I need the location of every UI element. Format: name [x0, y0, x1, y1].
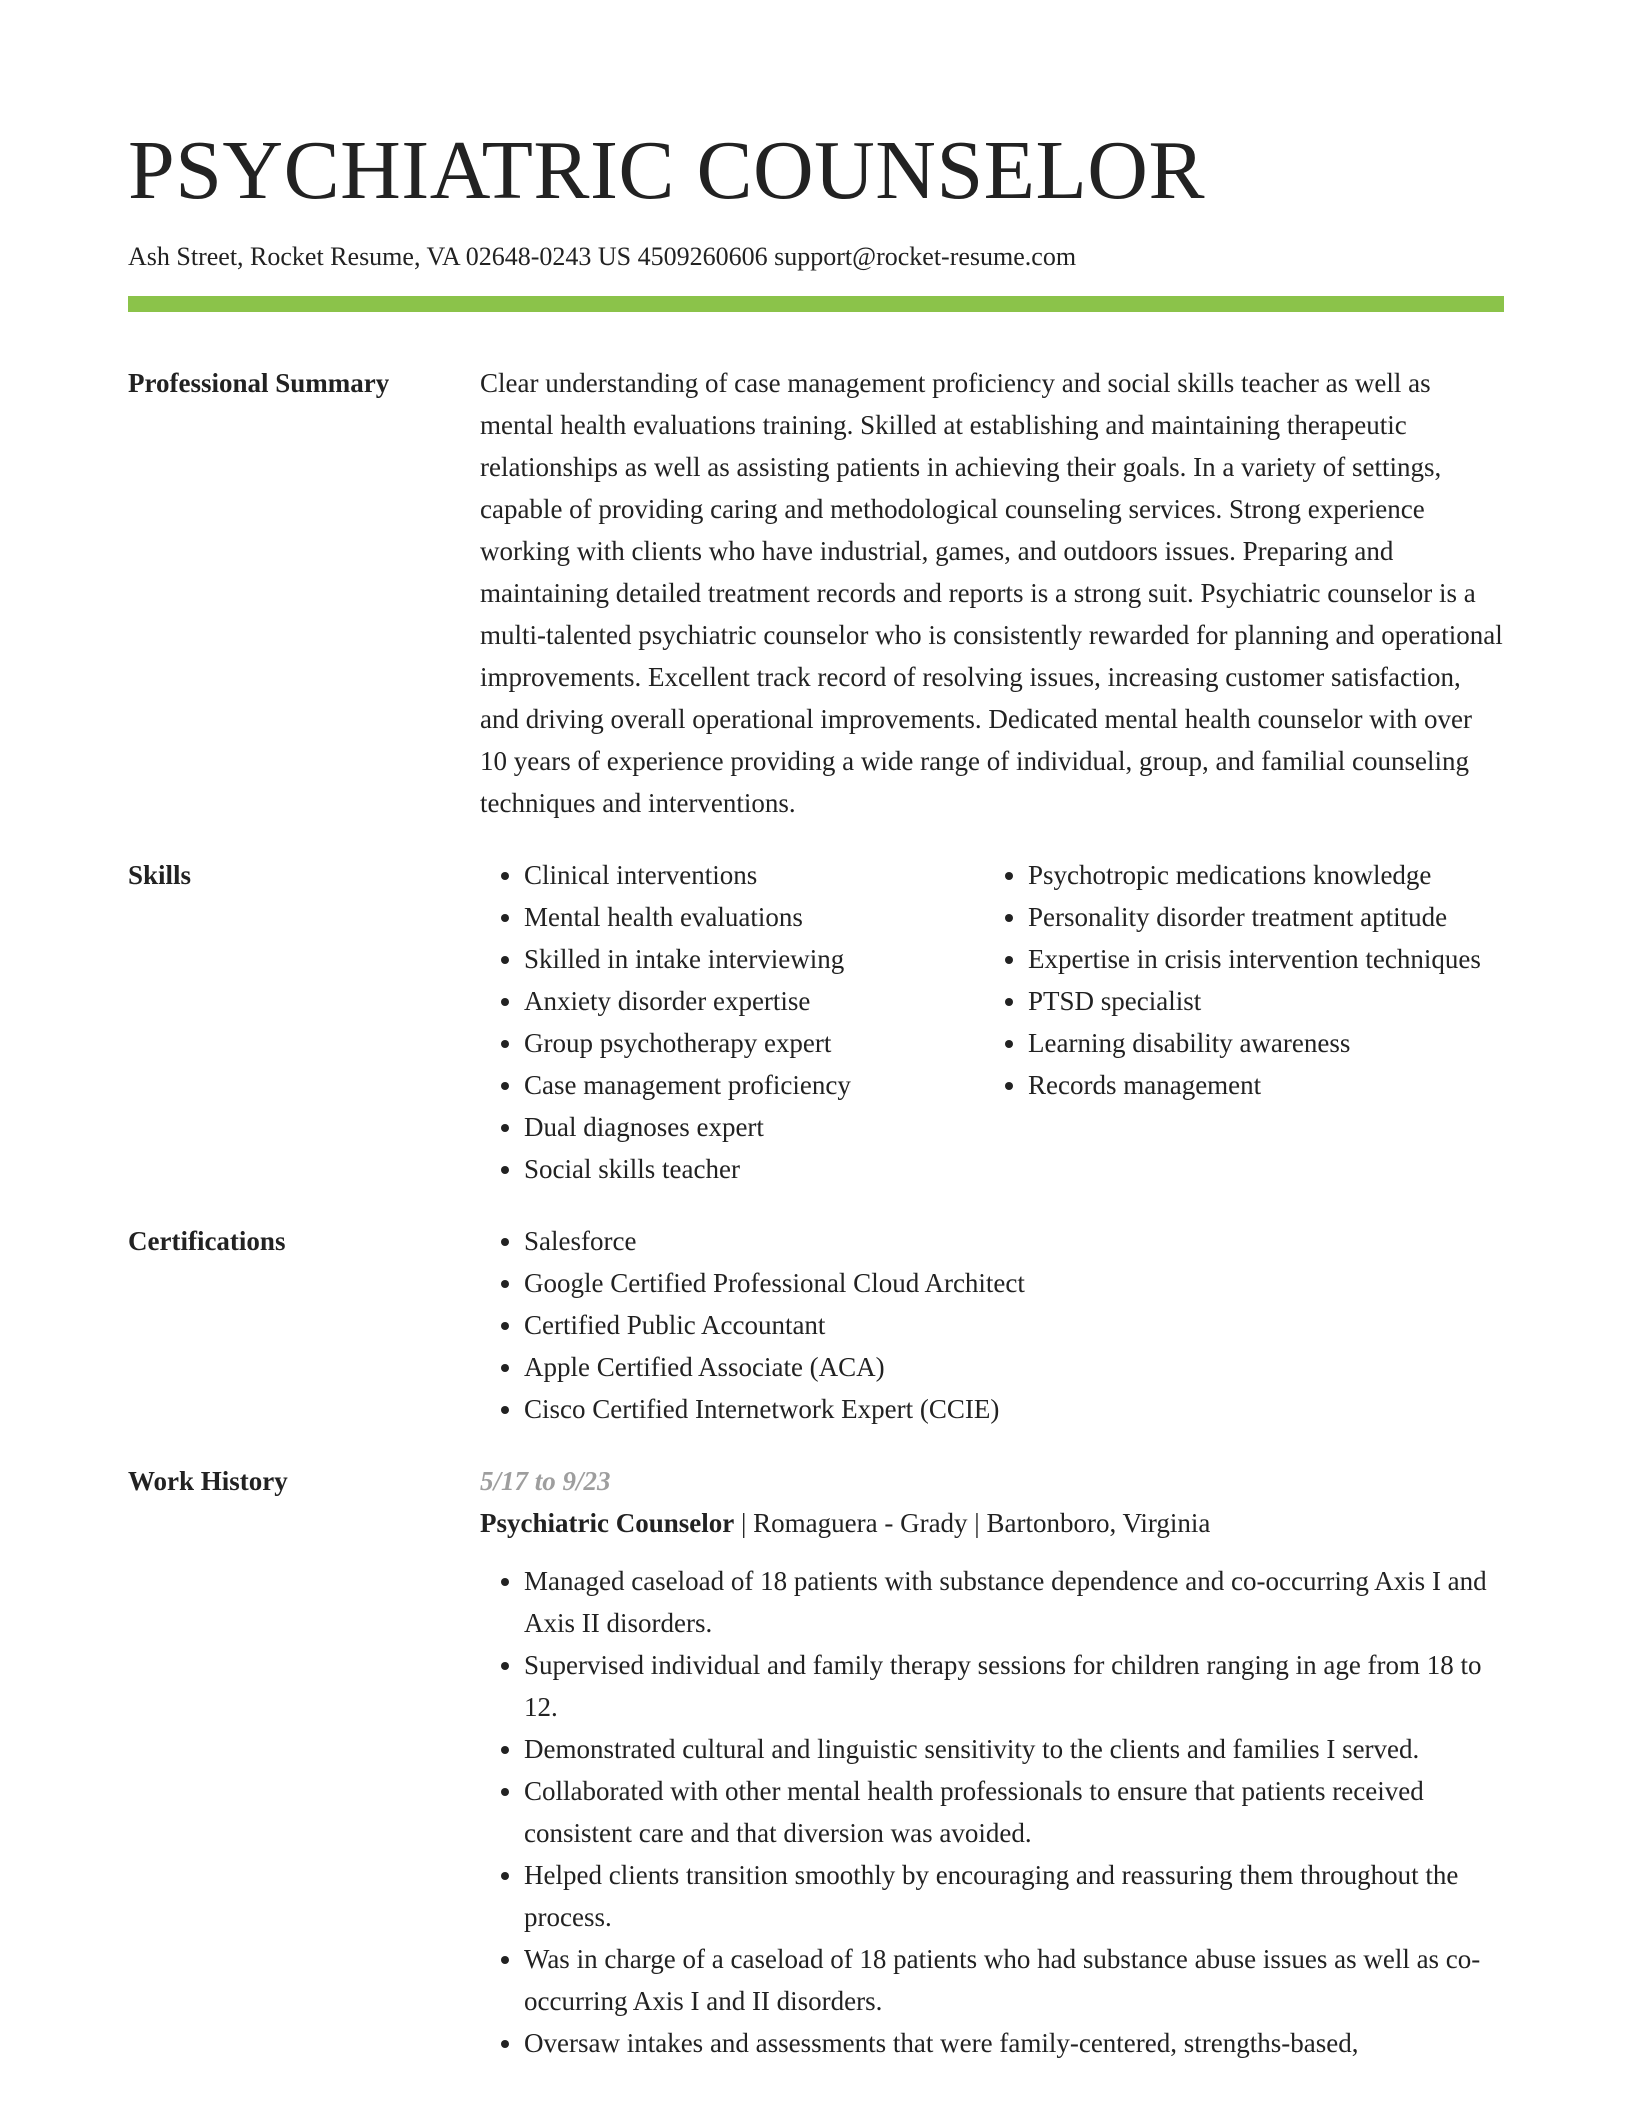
- work-history-section: [128, 1460, 1504, 2064]
- summary-text: Clear understanding of case management proficiency and social skills teacher as well as mental health evaluations training. Skilled at establishing and maintaining therapeutic relationships as well as assisting patients in achieving their goals. In a variety of settings, capable of providing caring and methodological counseling services. Strong experience working with clients who have industrial, games, and outdoors issues. Preparing and maintaining detailed treatment records and reports is a strong suit. Psychiatric counselor is a multi-talented psychiatric counselor who is consistently rewarded for planning and operational improvements. Excellent track record of resolving issues, increasing customer satisfaction, and driving overall operational improvements. Dedicated mental health counselor with over 10 years of experience providing a wide range of individual, group, and familial counseling techniques and interventions.: [480, 368, 1503, 818]
- professional-summary-section: [128, 362, 1504, 824]
- skills-columns: [480, 854, 1504, 1190]
- contact-info: Ash Street, Rocket Resume, VA 02648-0243 US 4509260606 support@rocket-resume.com: [128, 242, 1077, 271]
- skills-list-right: [984, 854, 1484, 1190]
- job-bullet-item: • Helped clients transition smoothly by encouraging and reassuring them throughout the process.: [524, 1854, 1504, 1938]
- skill-item: • Case management proficiency: [524, 1064, 968, 1106]
- certification-item: • Certified Public Accountant: [524, 1304, 1504, 1346]
- job-employer-location: | Romaguera - Grady | Bartonboro, Virginia: [734, 1508, 1211, 1538]
- certification-item: • Cisco Certified Internetwork Expert (CCIE): [524, 1388, 1504, 1430]
- job-bullet-item: • Demonstrated cultural and linguistic sensitivity to the clients and families I served.: [524, 1728, 1504, 1770]
- certification-item: • Apple Certified Associate (ACA): [524, 1346, 1504, 1388]
- skills-list-left: [480, 854, 984, 1190]
- skill-item: • Skilled in intake interviewing: [524, 938, 968, 980]
- certification-item: • Salesforce: [524, 1220, 1504, 1262]
- certifications-list: [480, 1220, 1504, 1430]
- skill-item: • PTSD specialist: [1028, 980, 1484, 1022]
- skill-item: • Learning disability awareness: [1028, 1022, 1484, 1064]
- skill-item: • Psychotropic medications knowledge: [1028, 854, 1484, 896]
- skills-section: [128, 854, 1504, 1190]
- job-bullets: [480, 1560, 1504, 2064]
- section-label-skills: Skills: [128, 860, 192, 890]
- section-label-work-history: Work History: [128, 1466, 288, 1496]
- resume-name: PSYCHIATRIC COUNSELOR: [128, 124, 1205, 217]
- certifications-body: [480, 1220, 1504, 1430]
- work-history-body: [480, 1460, 1504, 2064]
- resume-page: [128, 0, 1504, 2064]
- job-dates: 5/17 to 9/23: [480, 1466, 611, 1496]
- skill-item: • Anxiety disorder expertise: [524, 980, 968, 1022]
- job-bullet-item: • Supervised individual and family therapy sessions for children ranging in age from 18 to 12.: [524, 1644, 1504, 1728]
- skill-item: • Personality disorder treatment aptitude: [1028, 896, 1484, 938]
- section-label-professional-summary: Professional Summary: [128, 368, 390, 398]
- job-bullet-item: • Managed caseload of 18 patients with substance dependence and co-occurring Axis I and Axis II disorders.: [524, 1560, 1504, 1644]
- job-bullet-item: • Collaborated with other mental health professionals to ensure that patients received consistent care and that diversion was avoided.: [524, 1770, 1504, 1854]
- job-heading: [480, 1502, 1504, 1544]
- header-divider: [128, 296, 1504, 312]
- skill-item: • Expertise in crisis intervention techniques: [1028, 938, 1484, 980]
- certification-item: • Google Certified Professional Cloud Architect: [524, 1262, 1504, 1304]
- skill-item: • Social skills teacher: [524, 1148, 968, 1190]
- skill-item: • Group psychotherapy expert: [524, 1022, 968, 1064]
- skill-item: • Records management: [1028, 1064, 1484, 1106]
- certifications-section: [128, 1220, 1504, 1430]
- job-title: Psychiatric Counselor: [480, 1508, 735, 1538]
- section-label-certifications: Certifications: [128, 1226, 286, 1256]
- skill-item: • Mental health evaluations: [524, 896, 968, 938]
- job-bullet-item: • Oversaw intakes and assessments that were family-centered, strengths-based,: [524, 2022, 1504, 2064]
- skill-item: • Clinical interventions: [524, 854, 968, 896]
- skill-item: • Dual diagnoses expert: [524, 1106, 968, 1148]
- job-bullet-item: • Was in charge of a caseload of 18 patients who had substance abuse issues as well as co-occurring Axis I and II disorders.: [524, 1938, 1504, 2022]
